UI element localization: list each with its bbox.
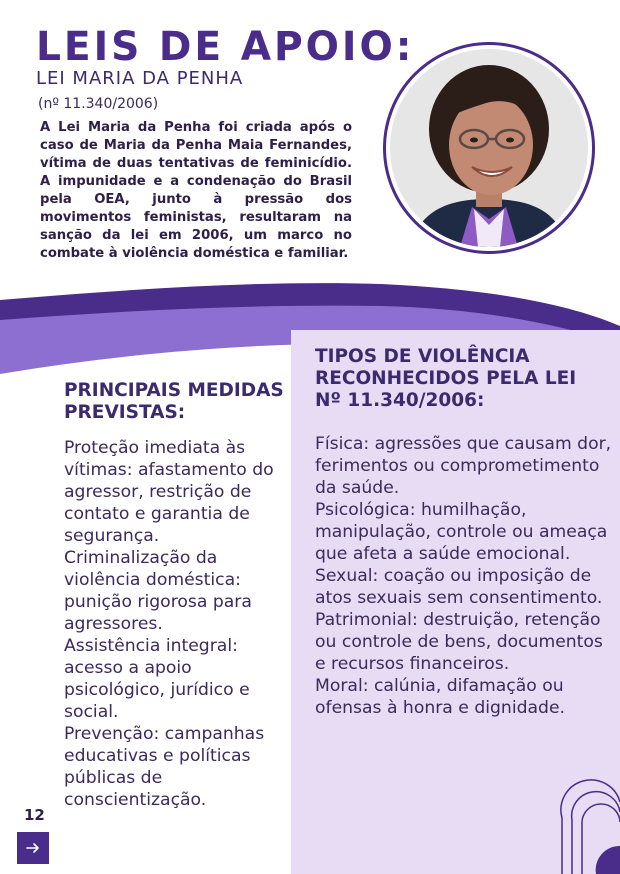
page-number: 12 — [24, 806, 45, 824]
violence-types-heading: TIPOS DE VIOLÊNCIA RECONHECIDOS PELA LEI Nº 11.340/2006: — [315, 346, 577, 411]
violence-type-item: Física: agressões que causam dor, ferimentos ou comprometimento da saúde. — [315, 434, 612, 498]
violence-type-item: Sexual: coação ou imposição de atos sexuais sem consentimento. — [315, 566, 603, 608]
page-title: LEIS DE APOIO: — [36, 24, 415, 70]
measure-item: Assistência integral: acesso a apoio psicológico, jurídico e social. — [64, 636, 250, 722]
portrait-photo — [390, 49, 588, 247]
portrait-frame — [383, 42, 595, 254]
law-number: (nº 11.340/2006) — [38, 96, 159, 112]
measure-item: Criminalização da violência doméstica: punição rigorosa para agressores. — [64, 548, 252, 634]
intro-paragraph: A Lei Maria da Penha foi criada após o caso de Maria da Penha Maia Fernandes, vítima de duas tentativas de feminicídio. A impunidade e a condenação do Brasil pela OEA, junto à pressão dos movimentos feministas, resultaram na sanção da lei em 2006, um marco no combate à violência doméstica e familiar. — [40, 120, 352, 261]
decorative-arches — [556, 758, 620, 874]
violence-type-item: Psicológica: humilhação, manipulação, controle ou ameaça que afeta a saúde emocional. — [315, 500, 608, 564]
violence-types-list — [315, 433, 615, 719]
law-subtitle: LEI MARIA DA PENHA — [36, 68, 244, 89]
measure-item: Prevenção: campanhas educativas e políticas públicas de conscientização. — [64, 724, 265, 810]
violence-type-item: Patrimonial: destruição, retenção ou controle de bens, documentos e recursos financeiros. — [315, 610, 603, 674]
measures-heading: PRINCIPAIS MEDIDAS PREVISTAS: — [64, 380, 284, 423]
measures-list — [64, 437, 282, 811]
violence-type-item: Moral: calúnia, difamação ou ofensas à honra e dignidade. — [315, 676, 565, 718]
measure-item: Proteção imediata às vítimas: afastamento do agressor, restrição de contato e garantia de segurança. — [64, 438, 274, 546]
next-page-button[interactable] — [17, 832, 49, 864]
arrow-right-icon — [25, 840, 41, 856]
